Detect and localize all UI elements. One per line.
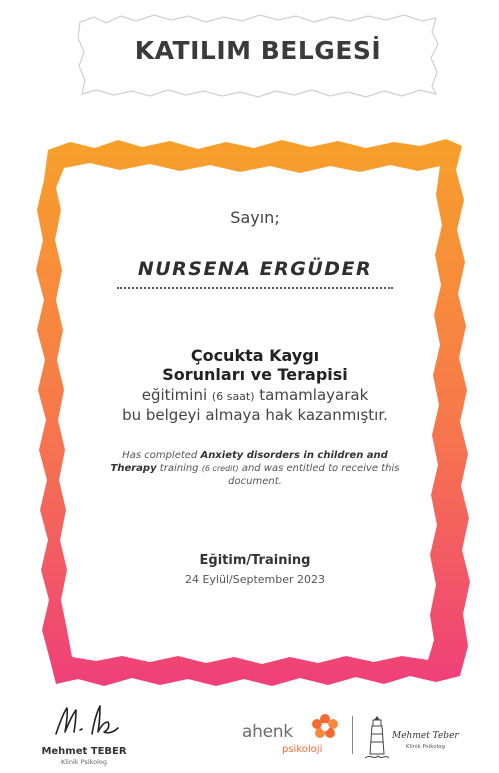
recipient-name: NURSENA ERGÜDER [137, 258, 373, 280]
completion-en-pre: Has completed [122, 450, 201, 461]
course-title [60, 346, 450, 384]
signer-name-right: Mehmet Teber [392, 731, 459, 741]
signature-block-left [34, 700, 134, 766]
completion-text-tr [60, 386, 450, 425]
completion-tr-hours: (6 saat) [211, 390, 255, 403]
completion-tr-post: tamamlayarak [254, 386, 369, 404]
handwritten-signature-left [34, 700, 134, 744]
completion-en-credit: (6 credit) [201, 464, 239, 473]
lighthouse-icon [364, 714, 390, 760]
course-title-line1: Çocukta Kaygı [190, 346, 320, 365]
greeting: Sayın; [230, 208, 280, 227]
signer-name-left: Mehmet TEBER [41, 746, 127, 757]
ahenk-logo [242, 712, 346, 760]
certificate-title: KATILIM BELGESİ [134, 36, 382, 65]
training-label: Eğitim/Training [199, 553, 311, 568]
footer-divider [352, 716, 353, 754]
name-underline [117, 287, 393, 289]
completion-tr-pre: eğitimini [141, 386, 212, 404]
completion-en-post: and was entitled to receive this document. [228, 463, 400, 487]
course-title-line2: Sorunları ve Terapisi [162, 365, 348, 384]
completion-en-mid: training [156, 463, 202, 474]
flower-icon [310, 712, 340, 742]
training-date: 24 Eylül/September 2023 [184, 573, 326, 586]
logo-subtitle: psikoloji [282, 744, 323, 755]
signature-block-right [360, 712, 480, 762]
signer-title-right: Klinik Psikolog [406, 744, 445, 750]
completion-text-en [98, 449, 412, 488]
completion-tr-line2: bu belgeyi almaya hak kazanmıştır. [122, 406, 388, 424]
signer-title-left: Klinik Psikolog [60, 758, 108, 766]
logo-name: ahenk [242, 722, 293, 742]
completion-en-course: Anxiety disorders in children and Therapy [110, 450, 388, 474]
